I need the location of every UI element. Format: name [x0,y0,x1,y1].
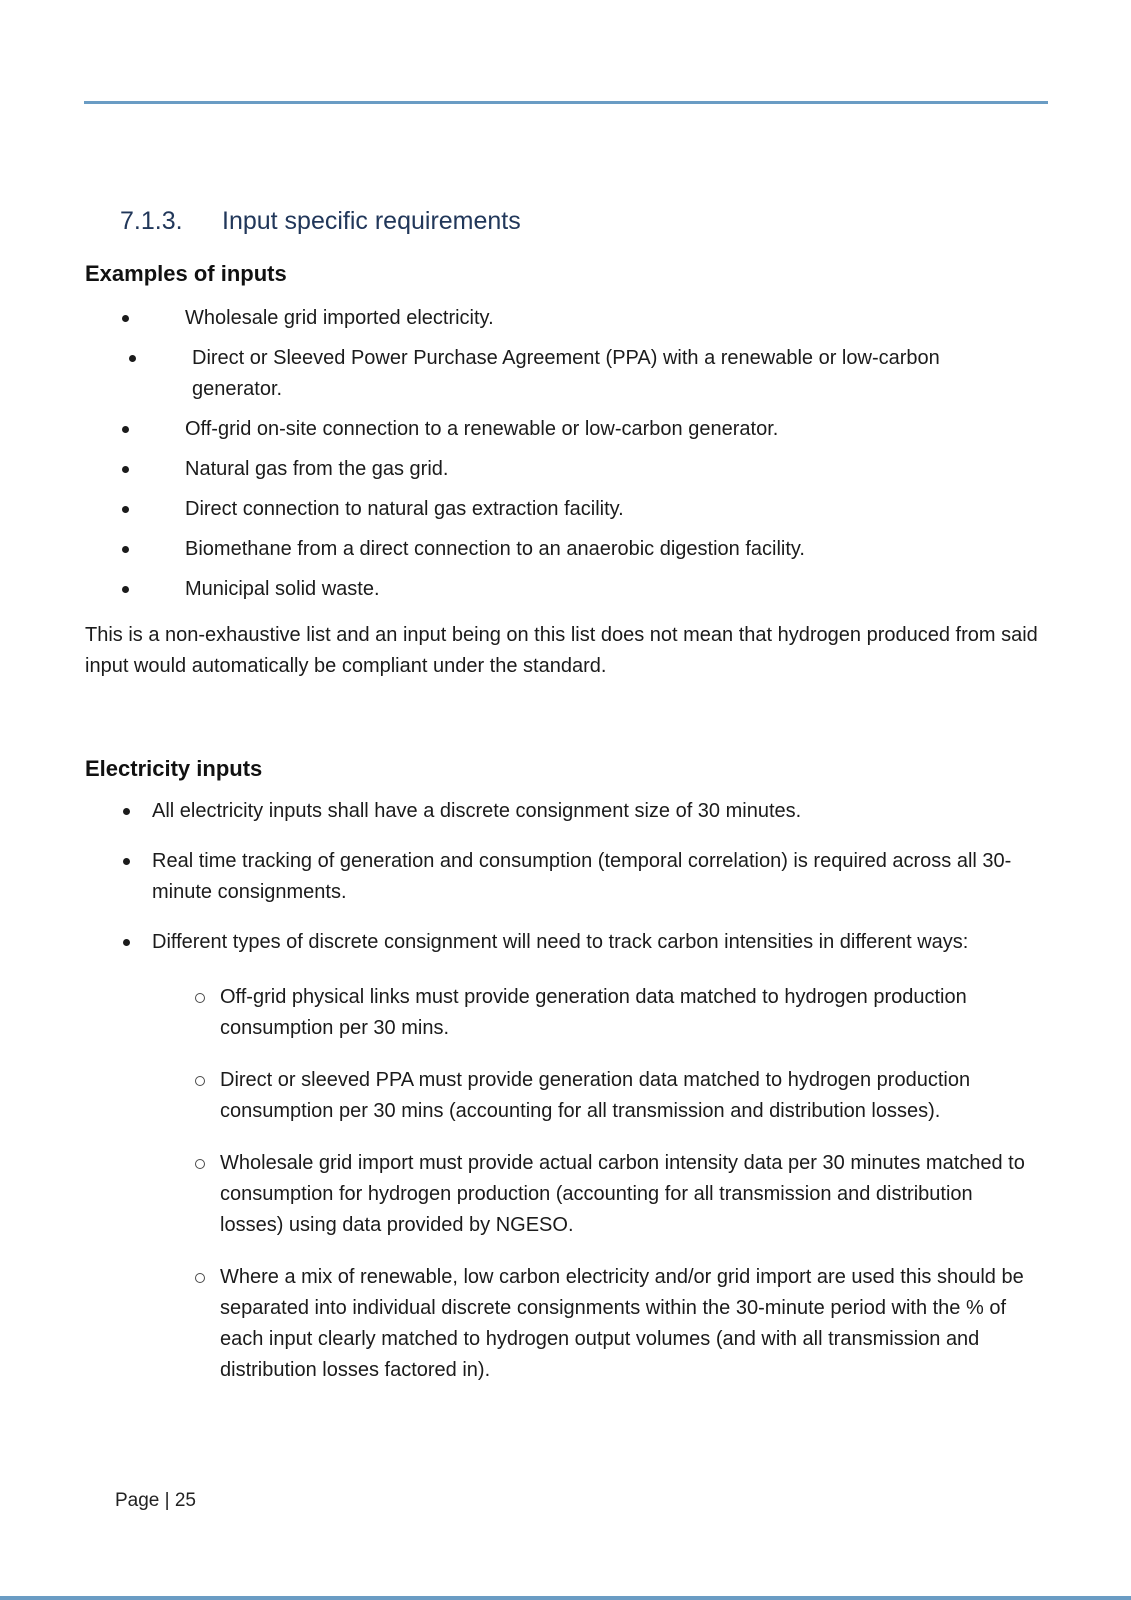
bullet-icon [122,315,129,322]
sub-list-item [152,1148,1037,1241]
list-item [85,796,1033,827]
list-item [85,303,947,334]
list-item-text: Direct or Sleeved Power Purchase Agreement (PPA) with a renewable or low-carbon generator. [192,347,940,400]
bullet-icon [122,546,129,553]
section-title: Input specific requirements [222,207,521,235]
circle-bullet-icon [195,1159,205,1169]
circle-bullet-icon [195,1076,205,1086]
list-item-text: Municipal solid waste. [185,578,380,600]
non-exhaustive-note: This is a non-exhaustive list and an input being on this list does not mean that hydrogen produced from said input would automatically be compliant under the standard. [85,624,1038,677]
electricity-bullet-list [85,796,1033,1407]
bullet-icon [122,586,129,593]
bullet-icon [123,808,130,815]
list-item-text: Different types of discrete consignment will need to track carbon intensities in different ways: [152,931,969,953]
list-item-text: Biomethane from a direct connection to an anaerobic digestion facility. [185,538,805,560]
subsection-heading-electricity: Electricity inputs [85,756,263,781]
bullet-icon [123,939,130,946]
list-item-text: Natural gas from the gas grid. [185,458,449,480]
list-item [85,494,947,525]
list-item-text: Direct connection to natural gas extraction facility. [185,498,624,520]
list-item [85,846,1033,908]
section-number: 7.1.3. [120,207,183,235]
circle-bullet-icon [195,1273,205,1283]
circle-bullet-icon [195,993,205,1003]
sub-list-item-text: Off-grid physical links must provide generation data matched to hydrogen production consumption per 30 mins. [220,986,967,1039]
footer-rule [0,1596,1131,1600]
list-item [85,574,947,605]
list-item-text: All electricity inputs shall have a discrete consignment size of 30 minutes. [152,800,802,822]
list-item [85,454,947,485]
examples-bullet-list [85,303,947,614]
list-item-text: Real time tracking of generation and consumption (temporal correlation) is required across all 30-minute consignments. [152,850,1012,903]
list-item [92,343,947,405]
header-rule [84,101,1048,104]
sub-list-item-text: Where a mix of renewable, low carbon electricity and/or grid import are used this should be separated into individual discrete consignments within the 30-minute period with the % of each input clearly matched to hydrogen output volumes (and with all transmission and distribution losses factored in). [220,1266,1024,1381]
bullet-icon [129,355,136,362]
consignment-sub-list [152,982,1033,1386]
bullet-icon [122,466,129,473]
list-item-text: Off-grid on-site connection to a renewable or low-carbon generator. [185,418,779,440]
list-item [85,534,947,565]
list-item-text: Wholesale grid imported electricity. [185,307,494,329]
sub-list-item-text: Direct or sleeved PPA must provide generation data matched to hydrogen production consumption per 30 mins (accounting for all transmission and distribution losses). [220,1069,971,1122]
bullet-icon [122,506,129,513]
sub-list-item [152,982,1037,1044]
sub-list-item-text: Wholesale grid import must provide actual carbon intensity data per 30 minutes matched to consumption for hydrogen production (accounting for all transmission and distribution losses) using data provided by NGESO. [220,1152,1025,1236]
bullet-icon [123,858,130,865]
subsection-heading-examples: Examples of inputs [85,261,287,286]
bullet-icon [122,426,129,433]
sub-list-item [152,1065,1037,1127]
list-item [85,414,947,445]
section-heading [120,205,521,237]
list-item [85,927,1033,1386]
sub-list-item [152,1262,1037,1386]
page-number: Page | 25 [115,1490,197,1511]
